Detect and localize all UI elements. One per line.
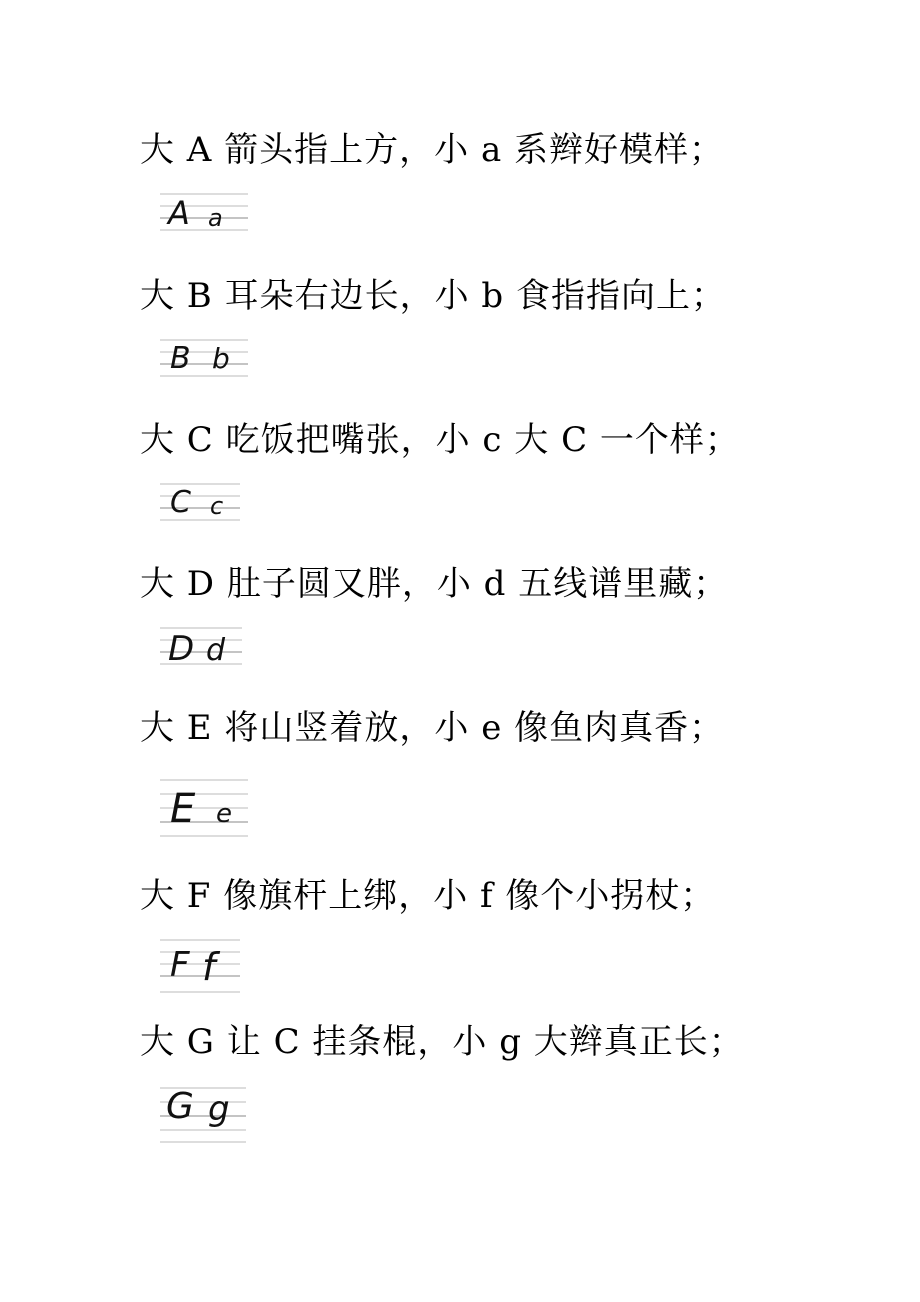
uppercase-letter: A	[168, 194, 190, 232]
handwriting-sample	[160, 934, 250, 988]
lowercase-letter: g	[208, 1089, 230, 1129]
verse-line: 大 A 箭头指上方，小 a 系辫好模样；	[140, 130, 725, 170]
handwriting-sample	[160, 774, 250, 832]
lowercase-letter: f	[202, 945, 216, 989]
verse-line: 大 B 耳朵右边长，小 b 食指指向上；	[140, 276, 726, 316]
handwriting-sample	[160, 334, 250, 388]
uppercase-letter: C	[170, 485, 191, 520]
lowercase-letter: b	[212, 342, 230, 375]
verse-line: 大 D 肚子圆又胖，小 d 五线谱里藏；	[140, 564, 729, 604]
handwriting-sample	[160, 622, 250, 676]
uppercase-letter: G	[166, 1086, 194, 1127]
handwriting-sample	[160, 1080, 250, 1134]
lowercase-letter: c	[210, 492, 224, 520]
uppercase-letter: F	[170, 945, 190, 985]
uppercase-letter: E	[170, 786, 196, 832]
lowercase-letter: e	[216, 799, 232, 829]
handwriting-sample	[160, 478, 250, 532]
verse-line: 大 E 将山竖着放，小 e 像鱼肉真香；	[140, 708, 725, 748]
verse-line: 大 F 像旗杆上绑，小 f 像个小拐杖；	[140, 876, 716, 916]
lowercase-letter: d	[206, 633, 226, 668]
uppercase-letter: B	[170, 341, 191, 376]
uppercase-letter: D	[168, 629, 195, 669]
verse-line: 大 G 让 C 挂条棍，小 g 大辫真正长；	[140, 1022, 744, 1062]
lowercase-letter: a	[208, 204, 223, 232]
handwriting-sample	[160, 188, 250, 242]
verse-line: 大 C 吃饭把嘴张，小 c 大 C 一个样；	[140, 420, 740, 460]
